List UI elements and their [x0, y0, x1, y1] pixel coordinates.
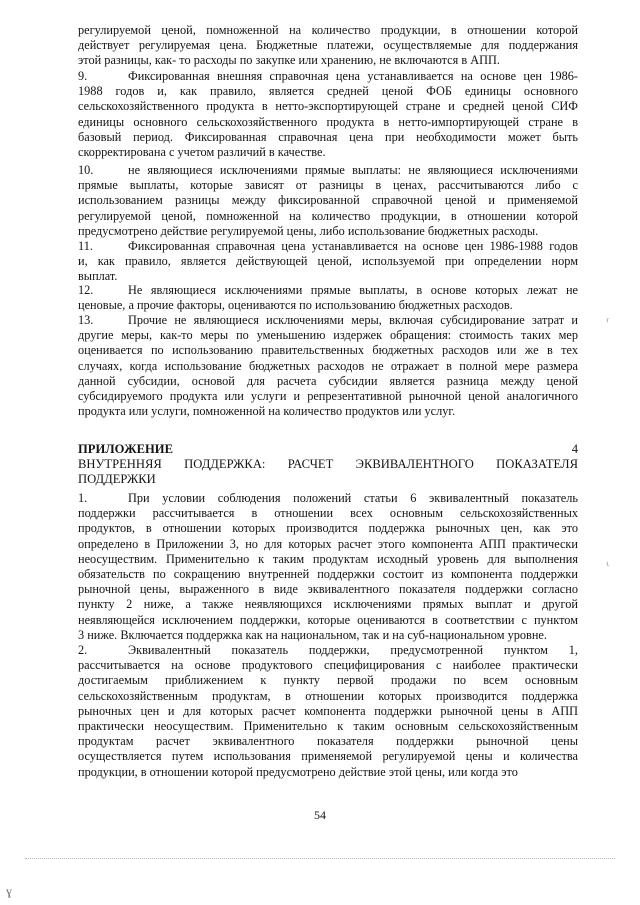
text-line: прямые выплаты, которые зависят от разницы в ценах, рассчитываются либо с: [78, 178, 578, 193]
text-line: случаях, когда использование бюджетных расходов не отражает в полной мере размера: [78, 358, 578, 373]
item-10: [78, 163, 578, 239]
appendix-number: 4: [571, 442, 578, 456]
top-paragraph: [78, 23, 578, 69]
text-line: сельскохозяйственного продукта в нетто-экспортирующей стране и средней ценой СИФ: [78, 99, 578, 114]
item-number: 10.: [78, 163, 94, 177]
scan-noise-line: [25, 852, 615, 859]
item-13: [78, 313, 578, 419]
text-line: субсидируемого продукта или услуги и репрезентативной рыночной ценой аналогичного: [78, 389, 578, 404]
text-line: базовый период. Фиксированная справочная цена при необходимости может быть: [78, 129, 578, 144]
appendix-title: ВНУТРЕННЯЯ ПОДДЕРЖКА: РАСЧЕТ ЭКВИВАЛЕНТНОГО ПОКАЗАТЕЛЯ: [78, 457, 578, 471]
item-number: 11.: [78, 239, 93, 253]
text-line: 1988 годов и, как правило, является средней ценой ФОБ единицы основного: [78, 84, 578, 99]
text-line: продуктам расчет эквивалентного показателя поддержки рыночной цены: [78, 734, 578, 749]
paragraph-text: [78, 23, 578, 69]
item-number: 1.: [78, 491, 88, 505]
text-line: неявляющейся исключением поддержки, которые оцениваются в соответствии с пунктом: [78, 612, 578, 627]
text-line: обязательств по сокращению внутренней поддержки состоит из компонента поддержки: [78, 567, 578, 582]
text-line: 3 ниже. Включается поддержка как на национальном, так и на суб-национальном уровне.: [78, 627, 547, 642]
appendix-title-continued: ПОДДЕРЖКИ: [78, 472, 156, 486]
margin-bracket-mark: ⸤: [606, 556, 610, 567]
text-line: и, как правило, является действующей ценой, используемой при определении норм: [78, 254, 578, 269]
item-12: [78, 283, 578, 313]
text-line: этой разницы, как- то расходы по закупке или хранению, не включаются в АПП.: [78, 53, 500, 68]
text-line: осуществляется путем использования применяемой регулируемой цены и количества: [78, 749, 578, 764]
paragraph-text: [78, 313, 578, 419]
appendix-header: [78, 442, 578, 457]
text-line: При условии соблюдения положений статьи 6 эквивалентный показатель: [128, 491, 578, 505]
paragraph-text: [78, 643, 578, 780]
text-line: выплат.: [78, 269, 118, 284]
item-11: [78, 239, 578, 285]
text-line: неосуществим. Применительно к таким продуктам исходный уровень для выполнения: [78, 551, 578, 566]
text-line: не являющиеся исключениями прямые выплаты: не являющиеся исключениями: [128, 163, 578, 177]
margin-bracket-mark: ⸢: [606, 318, 610, 329]
text-line: пункту 2 ниже, а также неявляющихся исключениями прямых выплат и другой: [78, 597, 578, 612]
text-line: единицы основного сельскохозяйственного продукта в нетто-импортирующей стране в: [78, 114, 578, 129]
appendix-item-2: [78, 643, 578, 780]
text-line: поддержки рассчитывается в отношении всех основным сельскохозяйственных: [78, 506, 578, 521]
paragraph-text: [78, 163, 578, 239]
paragraph-text: [78, 283, 578, 313]
text-line: скорректирована с учетом различий в качестве.: [78, 145, 326, 160]
text-line: предусмотрено действие регулируемой цены, либо использование бюджетных расходы.: [78, 223, 539, 238]
text-line: продукции, в отношении которой предусмотрено действие этой цены, или когда это: [78, 764, 518, 779]
text-line: продуктов, в отношении которых производится поддержка рыночных цен, как это: [78, 521, 578, 536]
item-number: 12.: [78, 283, 94, 297]
item-number: 13.: [78, 313, 94, 327]
text-line: другие меры, как-то меры по уменьшению издержек обращения: стоимость таких мер: [78, 328, 578, 343]
text-line: сельскохозяйственным продуктам, в отношении которых производится поддержка: [78, 688, 578, 703]
text-line: оценивается по использованию правительственных бюджетных расходов или же в тех: [78, 343, 578, 358]
text-line: Фиксированная справочная цена устанавливается на основе цен 1986-1988 годов: [128, 239, 578, 253]
text-line: регулируемой ценой, помноженной на количество продукции, в отношении которой: [78, 23, 578, 37]
text-line: продукта или услуги, помноженной на количество продуктов или услуг.: [78, 404, 456, 419]
paragraph-text: [78, 239, 578, 285]
page-number: 54: [314, 808, 326, 822]
appendix-label: ПРИЛОЖЕНИЕ: [78, 442, 173, 456]
text-line: Не являющиеся исключениями прямые выплаты, в основе которых лежат не: [128, 283, 578, 297]
corner-scribble-mark: ɣ: [6, 884, 12, 898]
text-line: рассчитывается на основе продуктового специфицирования с наиболее практически: [78, 658, 578, 673]
text-line: Эквивалентный показатель поддержки, предусмотренной пунктом 1,: [128, 643, 578, 657]
appendix-item-1: [78, 491, 578, 643]
item-number: 9.: [78, 69, 88, 83]
text-line: достигаемым приближением к пункту первой продажи по всем основным: [78, 673, 578, 688]
text-line: Прочие не являющиеся исключениями меры, включая субсидирование затрат и: [128, 313, 578, 327]
item-number: 2.: [78, 643, 88, 657]
text-line: данной субсидии, основой для расчета субсидии является разница между ценой: [78, 373, 578, 388]
item-9: [78, 69, 578, 160]
text-line: практически неосуществим. Применительно к таким основным сельскохозяйственным: [78, 719, 578, 734]
text-line: действует регулируемая цена. Бюджетные платежи, осуществляемые для поддержания: [78, 38, 578, 53]
paragraph-text: [78, 491, 578, 643]
paragraph-text: [78, 69, 578, 160]
text-line: определено в Приложении 3, но для которых расчет этого компонента АПП практически: [78, 536, 578, 551]
text-line: ценовые, а прочие факторы, оцениваются по использованию бюджетных расходов.: [78, 298, 513, 313]
text-line: рыночной цены, выраженного в виде эквивалентного показателя поддержки согласно: [78, 582, 578, 597]
text-line: регулируемой ценой, помноженной на количество продукции, в отношении которой: [78, 208, 578, 223]
text-line: рыночных цен и для которых расчет компонента поддержки рыночной цены в АПП: [78, 703, 578, 718]
text-line: Фиксированная внешняя справочная цена устанавливается на основе цен 1986-: [128, 69, 578, 83]
text-line: использованием разницы между фиксированной справочной ценой и применяемой: [78, 193, 578, 208]
